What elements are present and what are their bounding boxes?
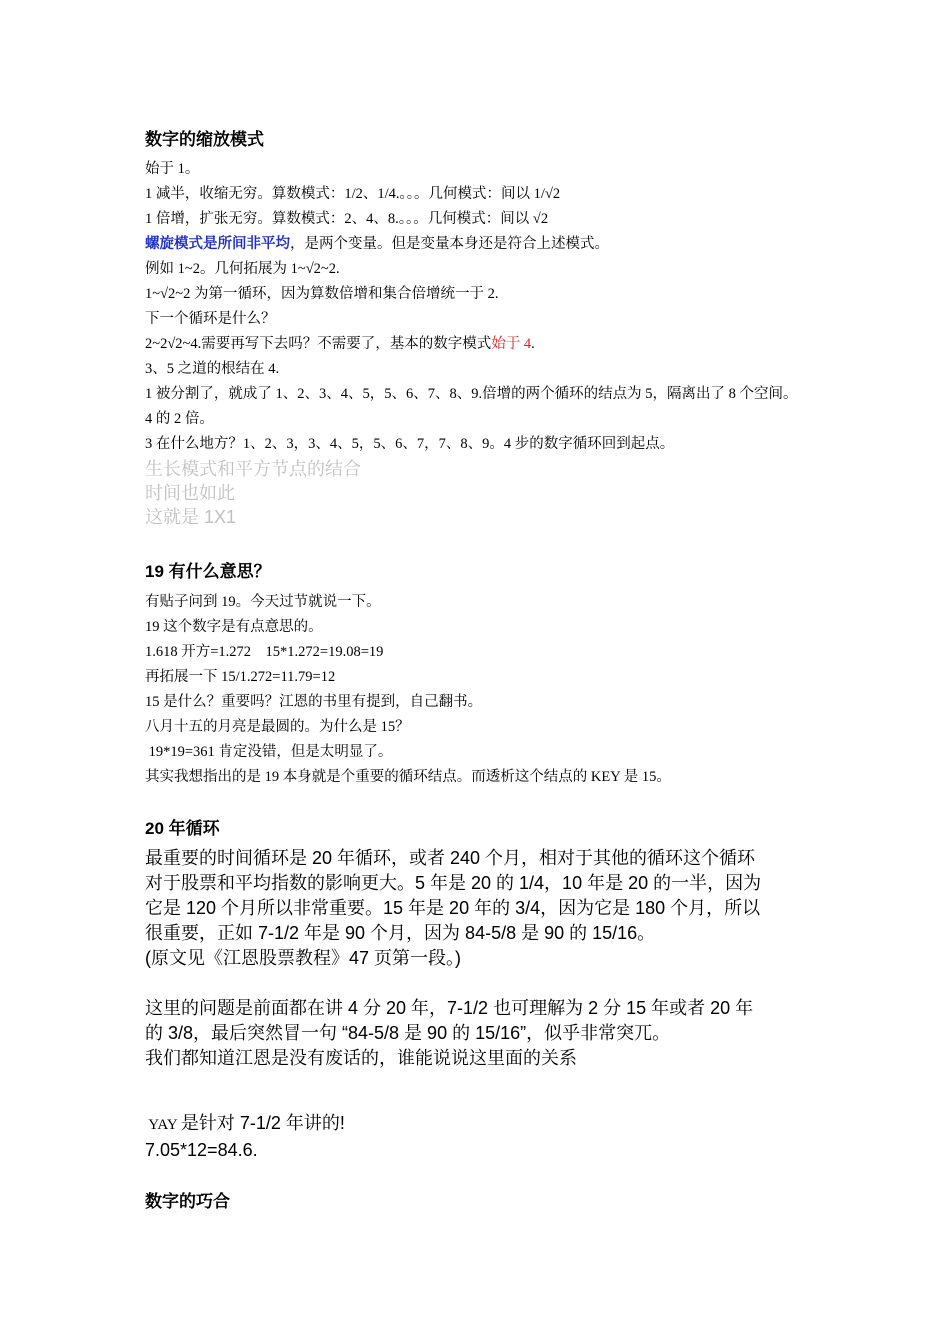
section-heading-20-year: 20 年循环	[145, 819, 220, 838]
gray-text-line: 这就是 1X1	[145, 507, 237, 527]
text-line: 对于股票和平均指数的影响更大。5 年是 20 的 1/4，10 年是 20 的一半，因为	[145, 873, 762, 893]
section-body-scaling	[145, 157, 798, 457]
text-line: 其实我想指出的是 19 本身就是个重要的循环结点。而透析这个结点的 KEY 是 15。	[145, 769, 671, 785]
text-line: 螺旋模式是所间非平均，是两个变量。但是变量本身还是符合上述模式。	[145, 236, 609, 252]
text-line: YAY 是针对 7-1/2 年讲的!	[145, 1113, 345, 1133]
text-line: 3 在什么地方？1、2、3，3、4、5，5、6、7，7、8、9。4 步的数字循环回到起点。	[145, 436, 675, 452]
text-line: 下一个循环是什么？	[145, 311, 276, 327]
text-line: 很重要，正如 7-1/2 年是 90 个月，因为 84-5/8 是 90 的 15/16。	[145, 923, 656, 943]
text-line: 1~√2~2 为第一循环，因为算数倍增和集合倍增统一于 2.	[145, 286, 499, 302]
gray-text-line: 时间也如此	[145, 483, 235, 503]
text-line: 4 的 2 倍。	[145, 411, 214, 427]
section-heading-scaling: 数字的缩放模式	[145, 130, 264, 149]
text-line: 1 倍增，扩张无穷。算数模式：2、4、8.。。。几何模式：间以 √2	[145, 211, 549, 227]
text-line: 1 被分割了，就成了 1、2、3、4、5，5、6、7、8、9.倍增的两个循环的结点为 5，隔离出了 8 个空间。	[145, 386, 798, 402]
text-line: 这里的问题是前面都在讲 4 分 20 年，7-1/2 也可理解为 2 分 15 年或者 20 年	[145, 998, 754, 1018]
text-line: 有贴子问到 19。今天过节就说一下。	[145, 594, 381, 610]
text-line: 例如 1~2。几何拓展为 1~√2~2.	[145, 261, 340, 277]
text-line: 再拓展一下 15/1.272=11.79=12	[145, 669, 336, 685]
gray-text-line: 生长模式和平方节点的结合	[145, 459, 361, 479]
section-heading-coincidence: 数字的巧合	[145, 1192, 230, 1211]
text-line: 7.05*12=84.6.	[145, 1140, 258, 1160]
section-body-20-year-p1	[145, 846, 761, 971]
highlight-red-text: 始于 4	[491, 336, 532, 352]
text-line: 最重要的时间循环是 20 年循环，或者 240 个月，相对于其他的循环这个循环	[145, 848, 756, 868]
text-line: 19 这个数字是有点意思的。	[145, 619, 323, 635]
highlight-blue-text: 螺旋模式是所间非平均	[145, 236, 290, 252]
text-line: 15 是什么？重要吗？江恩的书里有提到，自己翻书。	[145, 694, 483, 710]
text-line: 2~2√2~4.需要再写下去吗？不需要了，基本的数字模式始于 4.	[145, 336, 535, 352]
text-line: 1 减半，收缩无穷。算数模式：1/2、1/4.。。。几何模式：间以 1/√2	[145, 186, 561, 202]
text-line: (原文见《江恩股票教程》47 页第一段。)	[145, 948, 462, 968]
text-line: 19*19=361 肯定没错，但是太明显了。	[145, 744, 393, 760]
text-line: 的 3/8，最后突然冒一句 “84-5/8 是 90 的 15/16”，似乎非常突兀。	[145, 1023, 671, 1043]
section-body-20-year-p3	[145, 1111, 345, 1163]
text-line: 八月十五的月亮是最圆的。为什么是 15？	[145, 719, 410, 735]
section-body-20-year-p2	[145, 996, 753, 1071]
text-line: 始于 1。	[145, 161, 200, 177]
section-heading-19: 19 有什么意思？	[145, 562, 271, 581]
gray-notes	[145, 457, 361, 529]
text-line: 1.618 开方=1.272 15*1.272=19.08=19	[145, 644, 384, 660]
text-line: 我们都知道江恩是没有废话的，谁能说说这里面的关系	[145, 1048, 577, 1068]
section-body-19	[145, 590, 671, 790]
text-line: 它是 120 个月所以非常重要。15 年是 20 年的 3/4，因为它是 180 个月，所以	[145, 898, 761, 918]
text-line: 3、5 之道的根结在 4.	[145, 361, 280, 377]
